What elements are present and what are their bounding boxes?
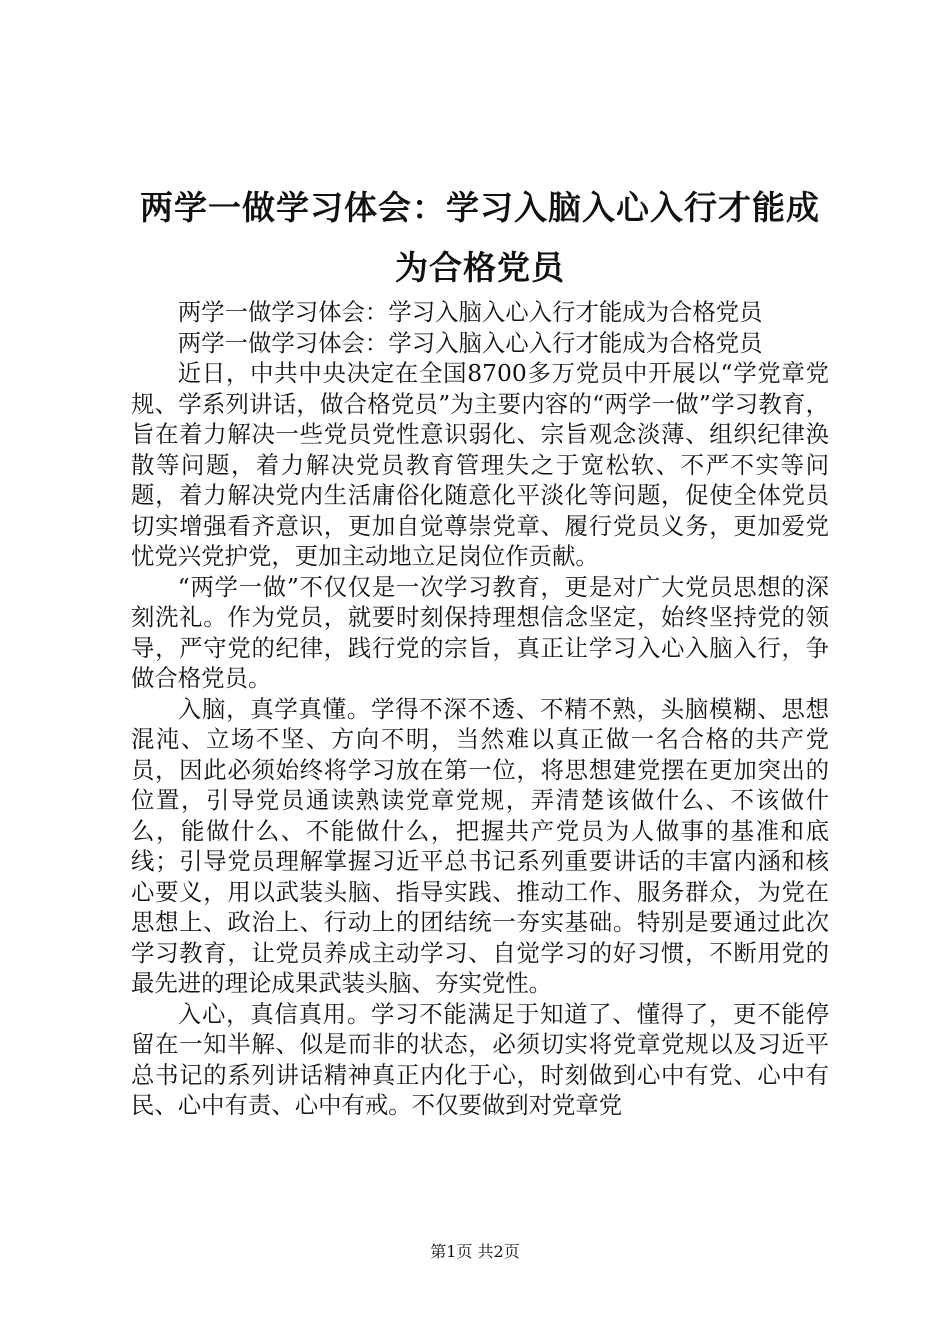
paragraph: 近日，中共中央决定在全国8700多万党员中开展以“学党章党规、学系列讲话，做合格党员”为主要内容的“两学一做”学习教育，旨在着力解决一些党员党性意识弱化、宗旨观念淡薄、组织纪律涣散等问题，着力解决党员教育管理失之于宽松软、不严不实等问题，着力解决党内生活庸俗化随意化平淡化等问题，促使全体党员切实增强看齐意识，更加自觉尊崇党章、履行党员义务，更加爱党忧党兴党护党，更加主动地立足岗位作贡献。 [131,359,829,570]
paragraph: 两学一做学习体会：学习入脑入心入行才能成为合格党员 [177,298,763,326]
paragraph: 入心，真信真用。学习不能满足于知道了、懂得了，更不能停留在一知半解、似是而非的状态，必须切实将党章党规以及习近平总书记的系列讲话精神真正内化于心，时刻做到心中有党、心中有民、心中有责、心中有戒。不仅要做到对党章党 [131,999,829,1119]
paragraph: 入脑，真学真懂。学得不深不透、不精不熟，头脑模糊、思想混沌、立场不坚、方向不明，当然难以真正做一名合格的共产党员，因此必须始终将学习放在第一位，将思想建党摆在更加突出的位置，引导党员通读熟读党章党规，弄清楚该做什么、不该做什么，能做什么、不能做什么，把握共产党员为人做事的基准和底线；引导党员理解掌握习近平总书记系列重要讲话的丰富内涵和核心要义，用以武装头脑、指导实践、推动工作、服务群众，为党在思想上、政治上、行动上的团结统一夯实基础。特别是要通过此次学习教育，让党员养成主动学习、自觉学习的好习惯，不断用党的最先进的理论成果武装头脑、夯实党性。 [131,694,829,997]
page-footer: 第1页 共2页 [430,1242,520,1261]
title-line-2: 为合格党员 [395,248,565,287]
title-line-1: 两学一做学习体会：学习入脑入心入行才能成 [140,188,820,227]
paragraph: “两学一做”不仅仅是一次学习教育，更是对广大党员思想的深刻洗礼。作为党员，就要时刻保持理想信念坚定，始终坚持党的领导，严守党的纪律，践行党的宗旨，真正让学习入心入脑入行，争做合格党员。 [131,572,829,692]
paragraph: 两学一做学习体会：学习入脑入心入行才能成为合格党员 [177,328,763,357]
document-title [100,178,860,298]
document-body [131,297,829,1121]
